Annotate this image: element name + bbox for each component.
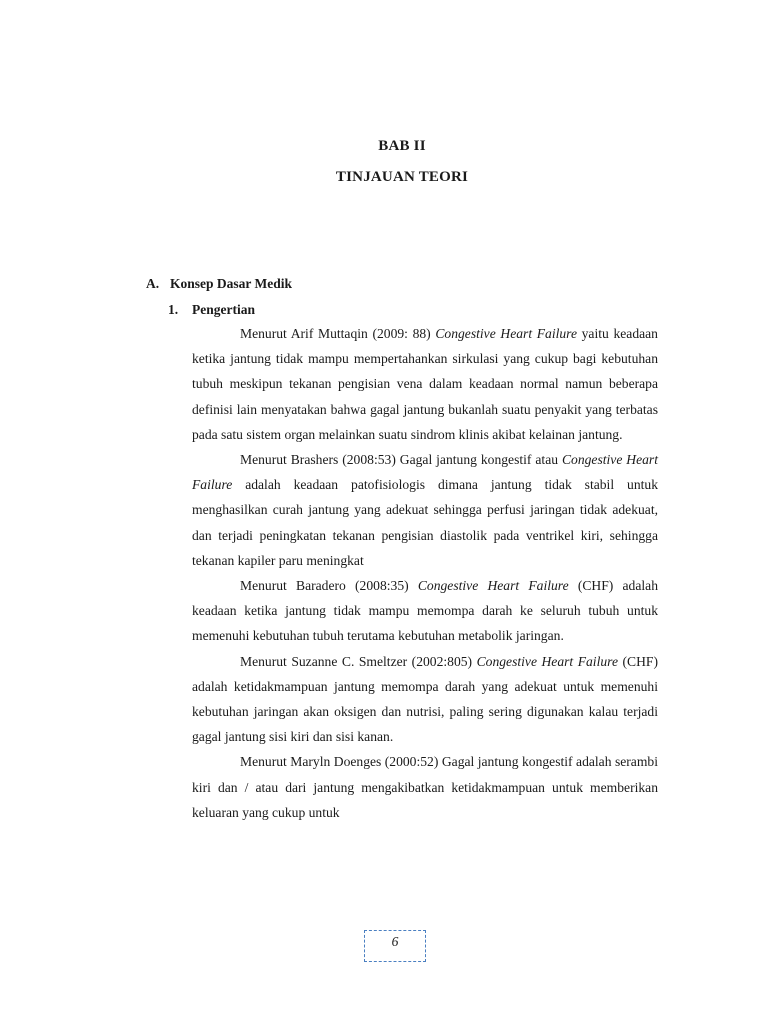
paragraph-text: yaitu keadaan ketika jantung tidak mampu mempertahankan sirkulasi yang cukup bagi kebutuhan tubuh meskipun tekanan pengisian vena dalam keadaan normal namun beberapa definisi lain menyatakan bahwa gagal jantung bukanlah suatu penyakit yang terbatas pada satu sistem organ melainkan suatu sindrom klinis akibat kelainan jantung. bbox=[192, 326, 658, 442]
section-marker: A. bbox=[146, 276, 160, 291]
paragraph-text: (CHF) adalah ketidakmampuan jantung memompa darah yang adekuat untuk memenuhi kebutuhan jaringan akan oksigen dan nutrisi, paling sering digunakan kalau terjadi gagal jantung sisi kiri dan sisi kanan. bbox=[192, 653, 658, 745]
section-title: Konsep Dasar Medik bbox=[170, 276, 293, 291]
paragraph-term: Congestive Heart Failure bbox=[192, 452, 658, 493]
subsection-heading bbox=[168, 302, 255, 318]
body-text bbox=[192, 321, 658, 825]
paragraph-text: Menurut Maryln Doenges (2000:52) Gagal jantung kongestif adalah serambi kiri dan / atau dari jantung mengakibatkan ketidakmampuan untuk memberikan keluaran yang cukup untuk bbox=[192, 754, 658, 820]
paragraph bbox=[192, 447, 658, 573]
paragraph-term: Congestive Heart Failure bbox=[417, 578, 569, 594]
chapter-subtitle: TINJAUAN TEORI bbox=[335, 169, 469, 185]
paragraph-text: (CHF) adalah keadaan ketika jantung tidak mampu memompa darah ke seluruh tubuh untuk memenuhi kebutuhan tubuh terutama kebutuhan metabolik jaringan. bbox=[192, 578, 658, 644]
paragraph-term: Congestive Heart Failure bbox=[435, 326, 577, 341]
paragraph-text: Menurut Baradero (2008:35) bbox=[240, 578, 418, 594]
section-heading bbox=[146, 276, 292, 292]
paragraph bbox=[192, 573, 658, 649]
page-number: 6 bbox=[391, 934, 399, 949]
subsection-marker: 1. bbox=[168, 302, 179, 317]
paragraph bbox=[192, 649, 658, 750]
chapter-title: BAB II bbox=[378, 138, 426, 154]
paragraph-text: Menurut Brashers (2008:53) Gagal jantung kongestif atau bbox=[240, 452, 562, 468]
paragraph-text: Menurut Suzanne C. Smeltzer (2002:805) bbox=[240, 653, 477, 669]
paragraph bbox=[192, 749, 658, 825]
paragraph-text: adalah keadaan patofisiologis dimana jantung tidak stabil untuk menghasilkan curah jantung yang adekuat sehingga perfusi jaringan tidak adekuat, dan terjadi peningkatan tekanan pengisian diastolik pada ventrikel kiri, sehingga tekanan kapiler paru meningkat bbox=[192, 477, 658, 568]
paragraph-term: Congestive Heart Failure bbox=[476, 653, 618, 669]
paragraph-text: Menurut Arif Muttaqin (2009: 88) bbox=[240, 326, 436, 341]
paragraph bbox=[192, 321, 658, 447]
subsection-title: Pengertian bbox=[192, 302, 255, 317]
